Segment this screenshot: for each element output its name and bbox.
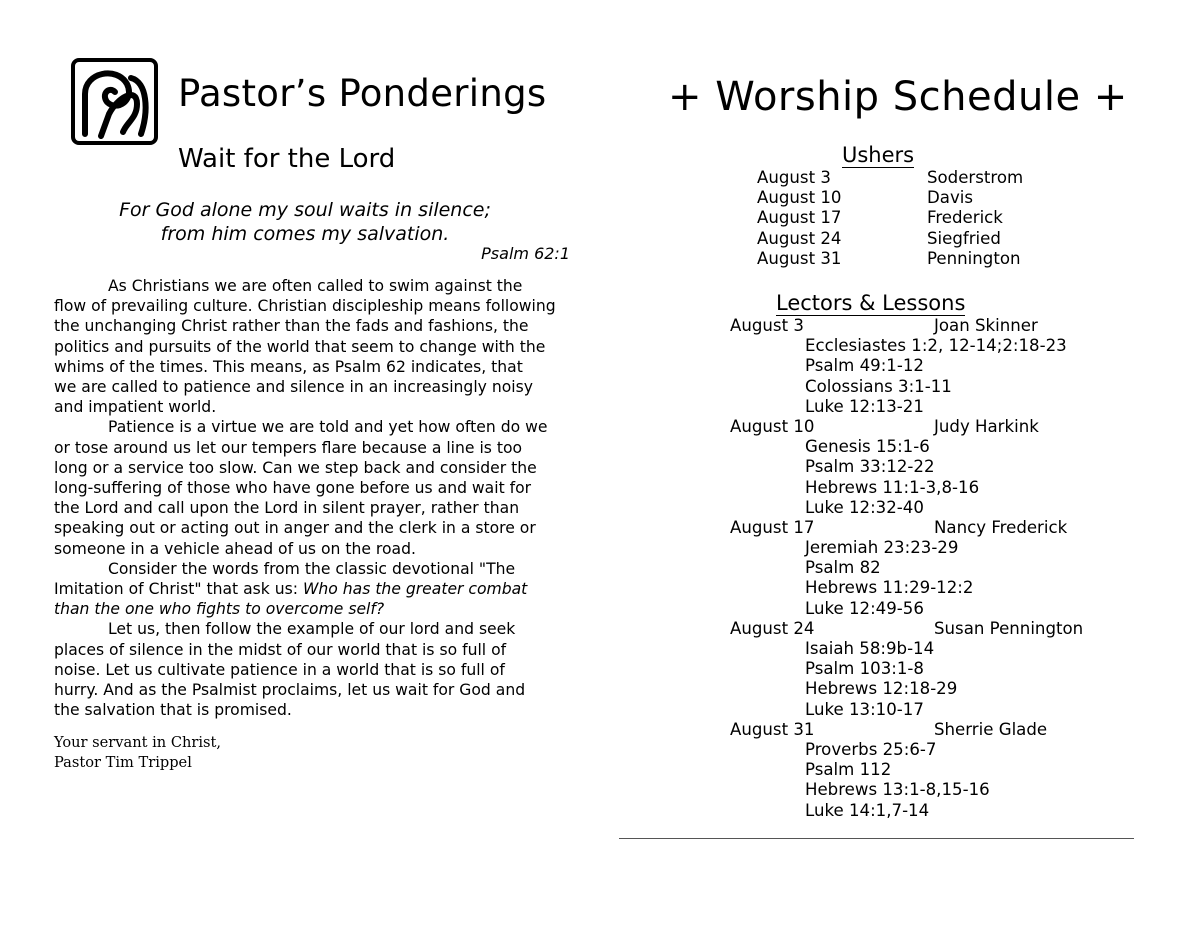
article-body — [54, 276, 562, 720]
article-line: hurry. And as the Psalmist proclaims, let us wait for God and — [54, 681, 526, 700]
signoff — [54, 733, 221, 773]
usher-name: Davis — [927, 188, 974, 208]
reading: Luke 12:49-56 — [805, 598, 924, 618]
usher-date: August 24 — [757, 228, 842, 248]
article-line: the unchanging Christ rather than the fads and fashions, the — [54, 317, 529, 336]
article-line: or tose around us let our tempers flare because a line is too — [54, 438, 523, 457]
reading: Hebrews 13:1-8,15-16 — [805, 780, 990, 800]
lector-row — [730, 316, 1067, 336]
reading: Luke 12:13-21 — [805, 396, 924, 416]
article-line-text: Imitation of Christ" that ask us: — [54, 580, 303, 599]
schedule-title: + Worship Schedule + — [668, 74, 1128, 120]
page-title: Pastor’s Ponderings — [178, 72, 547, 115]
lectors-list — [730, 316, 1084, 821]
article-title: Wait for the Lord — [178, 144, 396, 174]
usher-date: August 10 — [757, 188, 842, 208]
article-line: places of silence in the midst of our world that is so full of — [54, 640, 507, 659]
reading: Psalm 82 — [805, 558, 881, 578]
reading: Psalm 103:1-8 — [805, 659, 924, 679]
verse-reference: Psalm 62:1 — [481, 244, 570, 263]
ushers-heading: Ushers — [842, 143, 915, 167]
divider — [619, 838, 1134, 839]
usher-date: August 17 — [757, 208, 842, 228]
article-line: the salvation that is promised. — [54, 701, 292, 720]
lector-date: August 10 — [730, 416, 815, 436]
shepherd-crook-logo — [71, 58, 158, 145]
article-line: whims of the times. This means, as Psalm 62 indicates, that — [54, 357, 523, 376]
reading: Jeremiah 23:23-29 — [805, 538, 959, 558]
usher-name: Siegfried — [927, 228, 1001, 248]
lector-date: August 31 — [730, 719, 815, 739]
lector-date: August 24 — [730, 618, 815, 638]
verse-line: For God alone my soul waits in silence; — [119, 199, 491, 221]
article-line: Let us, then follow the example of our lord and seek — [108, 620, 516, 639]
usher-name: Pennington — [927, 248, 1021, 268]
article-line: long or a service too slow. Can we step back and consider the — [54, 458, 537, 477]
reading: Isaiah 58:9b-14 — [805, 639, 935, 658]
reading: Psalm 49:1-12 — [805, 356, 924, 376]
reading: Luke 14:1,7-14 — [805, 800, 930, 820]
article-line: Patience is a virtue we are told and yet how often do we — [108, 418, 548, 437]
reading: Luke 12:32-40 — [805, 497, 924, 517]
article-quote: than the one who fights to overcome self? — [54, 600, 385, 619]
scripture-quote — [70, 198, 540, 246]
article-line: and impatient world. — [54, 398, 217, 417]
lector-name: Joan Skinner — [934, 316, 1038, 335]
usher-date: August 3 — [757, 168, 831, 187]
article-line: speaking out or acting out in anger and the clerk in a store or — [54, 519, 536, 538]
reading: Hebrews 11:29-12:2 — [805, 578, 974, 598]
lector-date: August 17 — [730, 517, 815, 537]
verse-line: from him comes my salvation. — [160, 223, 450, 245]
usher-date: August 31 — [757, 248, 842, 268]
lector-row — [730, 618, 1084, 639]
article-line — [54, 599, 562, 619]
reading: Psalm 112 — [805, 760, 892, 780]
lector-name: Sherrie Glade — [934, 719, 1048, 739]
reading: Genesis 15:1-6 — [805, 437, 930, 457]
article-line: Consider the words from the classic devotional "The — [108, 559, 516, 578]
reading: Proverbs 25:6-7 — [805, 739, 937, 759]
article-line: politics and pursuits of the world that seem to change with the — [54, 337, 546, 356]
reading: Hebrews 11:1-3,8-16 — [805, 477, 980, 497]
lector-name: Nancy Frederick — [934, 517, 1068, 537]
reading: Psalm 33:12-22 — [805, 457, 935, 477]
article-line: someone in a vehicle ahead of us on the road. — [54, 539, 416, 558]
lector-row — [730, 417, 1067, 437]
lector-name: Susan Pennington — [934, 618, 1084, 638]
article-line: we are called to patience and silence in an increasingly noisy — [54, 378, 533, 397]
article-quote: Who has the greater combat — [303, 580, 528, 599]
article-line — [54, 579, 562, 599]
article-line: flow of prevailing culture. Christian discipleship means following — [54, 297, 556, 316]
reading: Luke 13:10-17 — [805, 699, 924, 719]
article-line: noise. Let us cultivate patience in a world that is so full of — [54, 660, 505, 679]
signoff-name: Pastor Tim Trippel — [54, 754, 192, 771]
lector-name: Judy Harkink — [934, 416, 1039, 436]
reading: Colossians 3:1-11 — [805, 376, 952, 396]
lectors-heading: Lectors & Lessons — [776, 291, 966, 315]
signoff-line: Your servant in Christ, — [54, 734, 222, 751]
article-line: the Lord and call upon the Lord in silent prayer, rather than — [54, 499, 520, 518]
article-line: long-suffering of those who have gone before us and wait for — [54, 479, 532, 498]
lector-date: August 3 — [730, 316, 804, 335]
usher-name: Frederick — [927, 208, 1003, 228]
reading: Ecclesiastes 1:2, 12-14;2:18-23 — [805, 336, 1067, 356]
usher-name: Soderstrom — [927, 168, 1024, 187]
lector-row — [730, 518, 1067, 538]
reading: Hebrews 12:18-29 — [805, 679, 958, 699]
lector-row — [730, 720, 1067, 740]
article-line: As Christians we are often called to swim against the — [108, 277, 523, 295]
